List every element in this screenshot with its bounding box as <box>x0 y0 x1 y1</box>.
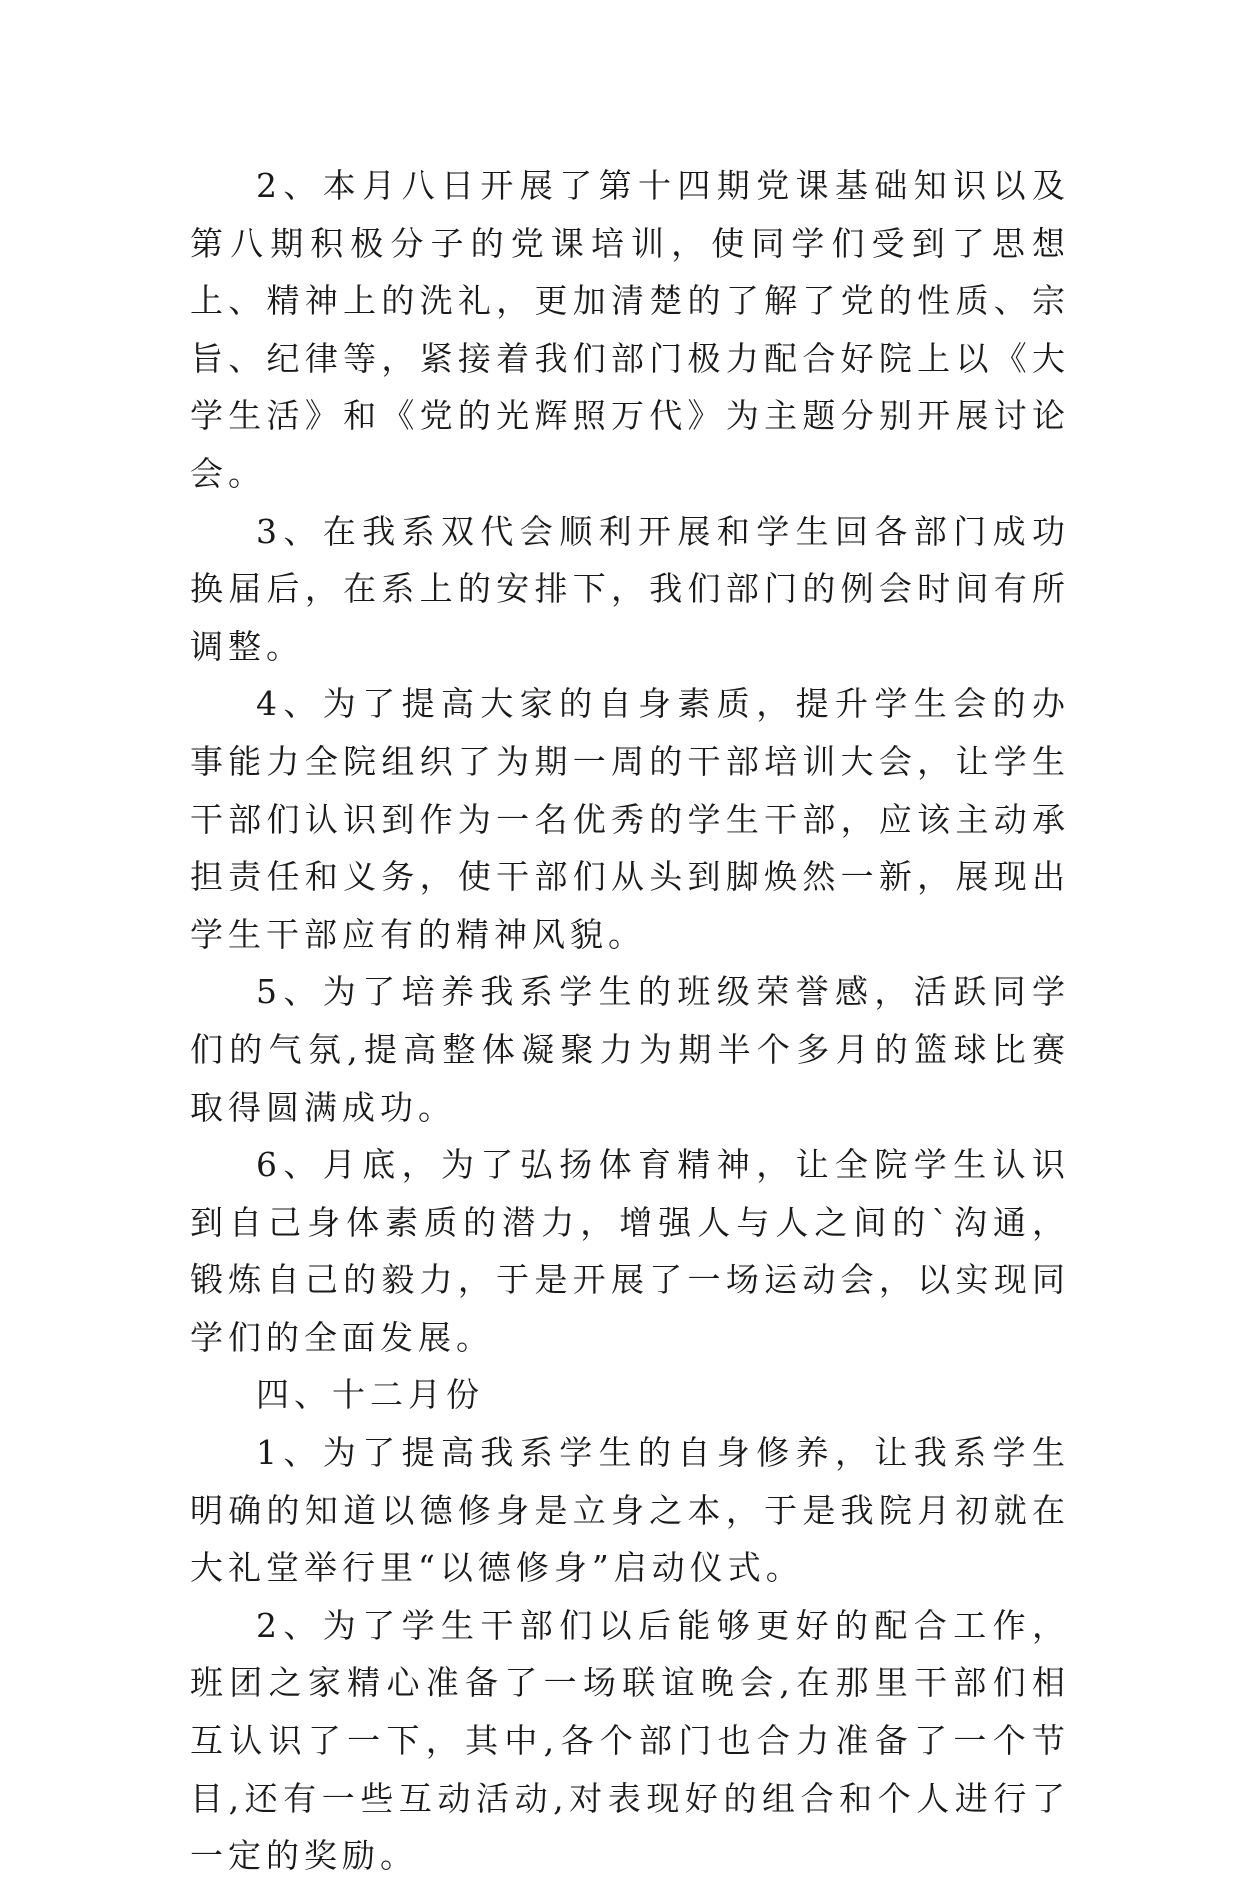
paragraph-item-5-basketball: 5、为了培养我系学生的班级荣誉感，活跃同学们的气氛,提高整体凝聚力为期半个多月的篮球比赛取得圆满成功。 <box>190 972 1070 1127</box>
document-body <box>190 157 1070 1885</box>
paragraph-item-4-cadre-training: 4、为了提高大家的自身素质，提升学生会的办事能力全院组织了为期一周的干部培训大会，让学生干部们认识到作为一名优秀的学生干部，应该主动承担责任和义务，使干部们从头到脚焕然一新，展现出学生干部应有的精神风貌。 <box>190 684 1070 954</box>
paragraph-item-2-party-class: 2、本月八日开展了第十四期党课基础知识以及第八期积极分子的党课培训，使同学们受到了思想上、精神上的洗礼，更加清楚的了解了党的性质、宗旨、纪律等，紧接着我们部门极力配合好院上以《大学生活》和《党的光辉照万代》为主题分别开展讨论会。 <box>190 166 1070 493</box>
paragraph-item-6-sports-meet: 6、月底，为了弘扬体育精神，让全院学生认识到自己身体素质的潜力，增强人与人之间的`沟通，锻炼自己的毅力，于是开展了一场运动会，以实现同学们的全面发展。 <box>190 1145 1070 1357</box>
paragraph-item-1-morality: 1、为了提高我系学生的自身修养，让我系学生明确的知道以德修身是立身之本，于是我院月初就在大礼堂举行里“以德修身”启动仪式。 <box>190 1433 1070 1588</box>
paragraph-item-2-gala: 2、为了学生干部们以后能够更好的配合工作，班团之家精心准备了一场联谊晚会,在那里干部们相互认识了一下，其中,各个部门也合力准备了一个节目,还有一些互动活动,对表现好的组合和个人进行了一定的奖励。 <box>190 1605 1070 1876</box>
section-heading-december: 四、十二月份 <box>256 1375 484 1415</box>
paragraph-item-3-meeting-schedule: 3、在我系双代会顺利开展和学生回各部门成功换届后，在系上的安排下，我们部门的例会时间有所调整。 <box>190 511 1070 666</box>
